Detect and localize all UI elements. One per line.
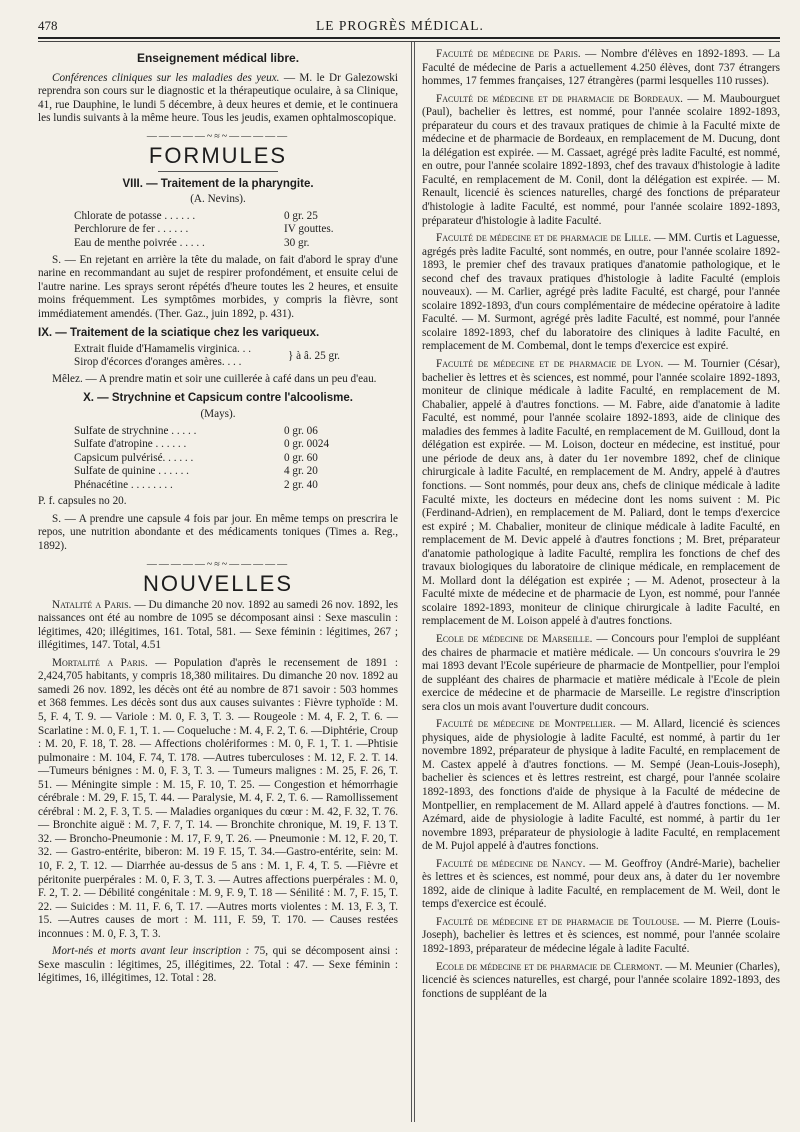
ingredient-row [74, 237, 398, 251]
recipe-10-author: (Mays). [200, 408, 236, 421]
ingredient-qty: 30 gr. [284, 237, 310, 250]
ingredient-qty: 0 gr. 06 [284, 424, 318, 437]
ornament-divider: —————~≈~————— [146, 558, 290, 570]
ingredient-name: Sulfate d'atropine . . . . . . [74, 438, 187, 451]
ingredient-row [74, 465, 398, 479]
enseignement-title: Enseignement médical libre. [136, 51, 300, 65]
ingredient-row [74, 223, 398, 237]
ingredient-qty: 4 gr. 20 [284, 465, 318, 478]
news-item-head: Faculté de médecine et de pharmacie de Bordeaux. [436, 92, 683, 105]
recipe-8-text: S. — En rejetant en arrière la tête du malade, on fait d'abord le spray d'une narine en recommandant au sujet de respirer profondément, et ensuite celui de l'autre narine. Les sprays seront répétés d'heure toutes les 2 heures, et ensuite moins fréquemment. Les symptômes morbides, y compris la fièvre, sont immédiatement amendés. (Ther. Gaz., juin 1892, p. 431). [38, 253, 398, 320]
column-divider [411, 42, 412, 1122]
ingredient-qty: IV gouttes. [284, 223, 334, 236]
page-number: 478 [38, 18, 58, 33]
right-column [422, 48, 780, 1005]
mortalite-head: Mortalité a Paris. [52, 656, 148, 669]
column-divider-inner [414, 42, 415, 1122]
news-item [422, 916, 780, 957]
ingredient-row [74, 425, 398, 439]
recipe-9-title: IX. — Traitement de la sciatique chez les variqueux. [38, 327, 320, 340]
ingredient-qty: 0 gr. 25 [284, 209, 318, 222]
ingredient-row [74, 452, 398, 466]
natalite-text: — Du dimanche 20 nov. 1892 au samedi 26 nov. 1892, les naissances ont été au nombre de 1095 se décomposant ainsi : Sexe masculin : légitimes, 420; illégitimes, 161. Total, 581. — Sexe féminin : légitimes, 267 ; illégitimes, 147. Total, 4.51 [38, 598, 398, 652]
ingredient-qty: 2 gr. 40 [284, 478, 318, 491]
natalite-paragraph [38, 599, 398, 653]
news-item-head: Faculté de médecine de Montpellier. [436, 718, 616, 731]
news-item-text: — M. Allard, licencié ès sciences physiques, aide de physiologie à ladite Faculté, est nommé, à partir du 1er novembre 1892, préparateur de physique à ladite Faculté, en remplacement de M. Castex appelé à d'autres fonctions. — M. Sempé (Jean-Louis-Joseph), bachelier ès sciences et ès lettres restreint, est chargé, pour l'année scolaire 1892-1893, des fonctions d'aide de physique à la Faculté de médecine de Montpellier, en remplacement de M. Allard appelé à d'autres fonctions. — M. Azémard, aide de physiologie à ladite Faculté, est nommé, à partir du 1er novembre 1893, préparateur de physiologie à ladite Faculté, en remplacement de M. Pujol appelé à d'autres fonctions. [422, 718, 780, 853]
ingredient-qty: } à â. 25 gr. [288, 349, 340, 362]
ingredient-row [74, 479, 398, 493]
news-item-head: Faculté de médecine et de pharmacie de Toulouse. [436, 915, 680, 928]
news-item-head: Faculté de médecine et de pharmacie de Lille. [436, 232, 652, 245]
left-column [38, 48, 398, 990]
header-rule [38, 37, 780, 42]
news-item [422, 232, 780, 354]
recipe-8-title: VIII. — Traitement de la pharyngite. [122, 177, 314, 190]
recipe-9-text: Mêlez. — A prendre matin et soir une cuillerée à café dans un peu d'eau. [52, 372, 377, 385]
news-item-text: — MM. Curtis et Laguesse, agrégés près ladite Faculté, sont nommés, en outre, pour l'année scolaire 1892-1893, le premier chef des travaux pratiques d'anatomie pathologique, et le second chef des travaux pratiques d'histologie à ladite Faculté (emplois nouveaux). — M. Carlier, agrégé près ladite Faculté, est chargé, pour l'année scolaire 1892-1893, d'un cours complémentaire de médecine opératoire à ladite Faculté. — M. Surmont, agrégé près ladite Faculté, est nommé, pour l'année scolaire 1892-1893, chef du laboratoire des cliniques à ladite Faculté, en remplacement de M. Combemal, dont le temps d'exercice est expiré. [422, 232, 780, 353]
mortnes-paragraph [38, 945, 398, 986]
news-item-head: Faculté de médecine de Paris. [436, 48, 581, 60]
ingredient-name: Capsicum pulvérisé. . . . . . [74, 451, 194, 464]
ingredient-name: Sirop d'écorces d'oranges amères. . . . [74, 356, 242, 369]
mortalite-paragraph [38, 657, 398, 941]
news-item-head: Ecole de médecine et de pharmacie de Clermont. [436, 960, 663, 973]
news-item-text: — M. Geoffroy (André-Marie), bachelier ès lettres et ès sciences, est nommé, pour deux ans, à dater du 1er novembre 1892, aide de clinique à ladite Faculté, en remplacement de M. Weil, dont le temps d'exercice est écoulé. [422, 857, 780, 911]
recipe-10-ingredients [74, 425, 398, 493]
formules-title: FORMULES [148, 143, 288, 169]
ingredient-name: Eau de menthe poivrée . . . . . [74, 237, 205, 250]
mortnes-text: 75, qui se décomposent ainsi : Sexe masculin : légitimes, 25, illégitimes, 22. Total : 47. — Sexe féminin : légitimes, 16, illégitimes, 12. Total : 28. [38, 945, 398, 985]
recipe-10-text: S. — A prendre une capsule 4 fois par jour. En même temps on prescrira le repos, une nutrition abondante et des médicaments toniques (Times a. Reg., 1892). [38, 512, 398, 552]
news-item-text: — Nombre d'élèves en 1892-1893. — La Faculté de médecine de Paris a actuellement 4.250 élèves, dont 737 étrangers hommes, 17 femmes françaises, 127 étrangères (parmi lesquelles 110 russes). [422, 48, 780, 88]
news-item [422, 858, 780, 912]
mortalite-text: — Population d'après le recensement de 1891 : 2,424,705 habitants, y compris 18,380 militaires. Du dimanche 20 nov. 1892 au samedi 26 nov. 1892, les décès ont été au nombre de 871 savoir : 503 hommes et 368 femmes. Les décès sont dus aux causes suivantes : Fièvre typhoïde : M. 5, F. 4, T. 9. — Variole : M. 0, F. 3, T. 3. — Rougeole : M. 4, F. 2, T. 6. — Scarlatine : M. 0, F. 1, T. 1. — Coqueluche : M. 4, F. 2, T. 6. —Diphtérie, Croup : M. 20, F. 18, T. 28. — Affections cholériformes : M. 0, F. 1, T. 1. —Phtisie pulmonaire : M. 104, F. 74, T. 178. —Autres tuberculoses : M. 12, F. 2. T. 14. —Tumeurs bénignes : M. 0, F. 3, T. 3. — Tumeurs malignes : M. 25, F. 26, T. 51. — Méningite simple : M. 15, F. 10, T. 25. — Congestion et hémorrhagie cérébrale : M. 29, F. 15, T. 44. — Paralysie, M. 4, F. 2, T. 6. — Ramollissement cérébral : M. 2, F. 3, T. 5. — Maladies organiques du cœur : M. 42, F. 32, T. 76. — Bronchite aiguë : M. 7, F. 7, T. 14. — Bronchite chronique, M. 19, F. 13 T. 32. — Broncho-Pneumonie : M. 17, F. 9, T. 26. — Pneumonie : M. 12, F. 20, T. 32. — Gastro-entérite, biberon: M. 19 F. 15, T. 34.—Gastro-entérite, sein: M. 10, F. 2, T. 12. — Diarrhée au-dessus de 5 ans : M. 1, F. 4, T. 5. —Fièvre et péritonite puerpérales : M. 0, F. 3, T. 3. — Autres affections puerpérales : M. 0, F. 2, T. 2. — Débilité congénitale : M. 9, F. 9, T. 18 — Sénilité : M. 7, F. 15, T. 22. — Suicides : M. 11, F. 6, T. 17. —Autres morts violentes : M. 13, F. 3, T. 15. —Autres causes de mort : M. 111, F. 59, T. 170. — Causes restées inconnues : M. 0, F. 3, T. 3. [38, 656, 398, 940]
ornament-divider: —————~≈~————— [146, 130, 290, 142]
news-item [422, 961, 780, 1002]
recipe-8-author: (A. Nevins). [190, 193, 246, 206]
ingredient-row [74, 210, 398, 224]
ingredient-name: Extrait fluide d'Hamamelis virginica. . . [74, 342, 252, 355]
recipe-10-title: X. — Strychnine et Capsicum contre l'alcoolisme. [83, 392, 353, 405]
news-item-text: — M. Tournier (César), bachelier ès lettres et ès sciences, est nommé, pour l'année scolaire 1892-1893, moniteur de clinique médicale à ladite Faculté, en remplacement de M. Chabalier, appelé à d'autres fonctions. — M. Fabre, aide d'anatomie à ladite Faculté, est nommé, pour l'année scolaire 1892-1893, aide de clinique des maladies des femmes à ladite Faculté, en remplacement de M. Guilloud, dont la délégation est expirée. — M. Loison, docteur en médecine, est institué, pour une période de deux ans, à dater du 1er novembre 1892, chef de clinique chirurgicale à ladite Faculté, en remplacement de M. Andry, appelé à d'autres fonctions. — Sont nommés, pour deux ans, chefs de clinique médicale à ladite Faculté mixte, les docteurs en médecine dont les noms suivent : M. Pic (Ferdinand-Adrien), en remplacement de M. Paliard, dont le temps d'exercice est expiré ; M. Chabalier, moniteur de clinique médicale à ladite Faculté, en remplacement de M. Devic appelé à d'autres fonctions ; M. Bret, préparateur d'anatomie pathologique à ladite Faculté, remplira les fonctions de chef des travaux biologiques du laboratoire de clinique médicale, en remplacement de M. Mollard dont la délégation est expirée ; — M. Adenot, prosecteur à la Faculté mixte de médecine et de pharmacie de Lyon, est nommé, pour l'année scolaire 1892-1893, moniteur de clinique chirurgicale à ladite Faculté, en remplacement de M. Loison appelé à d'autres fonctions. [422, 358, 781, 628]
enseignement-paragraph [38, 72, 398, 126]
recipe-9-ingredients [74, 343, 398, 370]
news-item-head: Faculté de médecine et de pharmacie de Lyon. [436, 358, 664, 371]
nouvelles-title: NOUVELLES [142, 571, 294, 597]
ingredient-row [74, 438, 398, 452]
ingredient-qty: 0 gr. 60 [284, 451, 318, 464]
ingredient-qty: 0 gr. 0024 [284, 438, 330, 451]
news-item [422, 93, 780, 228]
recipe-10-capsules: P. f. capsules no 20. [38, 495, 127, 508]
news-item [422, 358, 780, 629]
news-item-text: — M. Pierre (Louis-Joseph), bachelier ès lettres et ès sciences, est nommé, pour l'année scolaire 1892-1893, préparateur de médecine légale à ladite Faculté. [422, 915, 780, 955]
ingredient-name: Sulfate de quinine . . . . . . [74, 465, 189, 478]
news-item-head: Ecole de médecine de Marseille. [436, 632, 593, 645]
news-item [422, 718, 780, 853]
ingredient-name: Perchlorure de fer . . . . . . [74, 223, 189, 236]
news-item-text: — M. Meunier (Charles), licencié ès sciences naturelles, est chargé, pour l'année scolaire 1892-1893, des fonctions de suppléant de la [422, 960, 780, 1000]
mortnes-head: Mort-nés et morts avant leur inscription : [52, 945, 250, 958]
ingredient-name: Phénacétine . . . . . . . . [74, 478, 173, 491]
news-item [422, 633, 780, 714]
ingredient-name: Sulfate de strychnine . . . . . [74, 424, 197, 437]
news-item-text: — Concours pour l'emploi de suppléant des chaires de pharmacie et matière médicale. — Un concours s'ouvrira le 29 mai 1893 devant l'Ecole supérieure de pharmacie de Montpellier, pour l'emploi de suppléant des chaires de pharmacie et matière médicale à l'Ecole de plein exercice de médecine et de pharmacie de Marseille. Le registre d'inscription sera clos un mois avant l'ouverture dudit concours. [422, 632, 780, 713]
recipe-8-ingredients [74, 210, 398, 251]
news-item [422, 48, 780, 89]
news-item-text: — M. Maubourguet (Paul), bachelier ès lettres, est nommé, pour l'année scolaire 1892-1893, préparateur du cours et des travaux pratiques de chimie à la Faculté mixte de médecine et de pharmacie de Bordeaux, en remplacement de M. Ducung, dont la délégation est expirée. — M. Cassaet, agrégé près ladite Faculté, est nommé, en outre, pour l'année scolaire 1892-1893, chef des travaux d'histologie à ladite Faculté, en remplacement de M. Conil, dont la délégation est expirée. — M. Renault, licencié ès sciences naturelles, chargé des fonctions de préparateur d'histologie à ladite Faculté, est nommé, pour l'année scolaire 1892-1893, préparateur d'histologie à ladite Faculté. [422, 92, 780, 227]
natalite-head: Natalité a Paris. [52, 598, 132, 611]
enseignement-italic: Conférences cliniques sur les maladies des yeux. [52, 71, 280, 84]
enseignement-text: — M. le Dr Galezowski reprendra son cours sur le diagnostic et la thérapeutique oculaire, à sa Clinique, 41, rue Dauphine, le lundi 5 décembre, à deux heures et demie, et le continuera les lundis suivants à la même heure. Tous les jeudis, examen ophtalmoscopique. [38, 71, 398, 125]
formules-underline [158, 171, 278, 172]
ingredient-name: Chlorate de potasse . . . . . . [74, 209, 196, 222]
journal-title: LE PROGRÈS MÉDICAL. [316, 18, 484, 33]
news-item-head: Faculté de médecine de Nancy. [436, 857, 586, 870]
